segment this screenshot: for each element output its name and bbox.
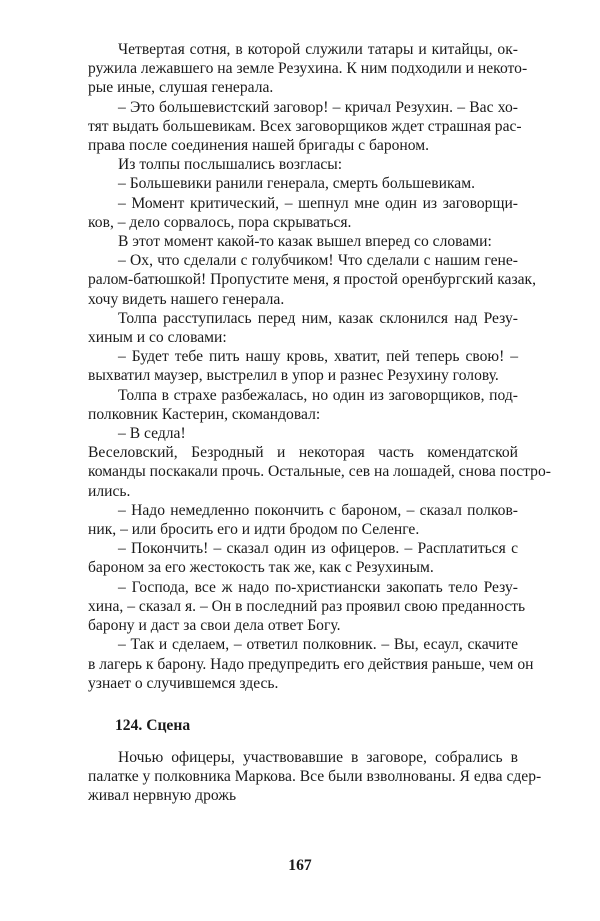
text-line: Из толпы послышались возгласы: — [118, 156, 343, 174]
text-line: – Надо немедленно покончить с бароном, – сказал полков- — [118, 501, 518, 519]
text-line: Ночью офицеры, участвовавшие в заговоре, собрались в — [118, 749, 518, 766]
section-heading: 124. Сцена — [115, 717, 191, 734]
text-line: ились. — [88, 482, 131, 500]
text-line: барону и даст за свои дела ответ Богу. — [88, 617, 341, 635]
text-line: Веселовский, Безродный и некоторая часть комендатской — [88, 444, 518, 462]
text-line: команды поскакали прочь. Остальные, сев на лошадей, снова постро- — [88, 463, 551, 481]
text-line: – Будет тебе пить нашу кровь, хватит, пей теперь свою! – — [118, 348, 518, 366]
text-line: тят выдать большевикам. Всех заговорщиков ждет страшная рас- — [88, 117, 522, 135]
text-line: – Большевики ранили генерала, смерть большевикам. — [118, 175, 475, 193]
text-line: ков, – дело сорвалось, пора скрываться. — [88, 213, 352, 231]
text-line: узнает о случившемся здесь. — [88, 674, 279, 692]
text-line: полковник Кастерин, скомандовал: — [88, 405, 321, 423]
text-line: права после соединения нашей бригады с бароном. — [88, 137, 430, 155]
text-line: – Это большевистский заговор! – кричал Резухин. – Вас хо- — [118, 98, 518, 116]
text-line: Четвертая сотня, в которой служили татары и китайцы, ок- — [118, 41, 518, 58]
text-line: – В седла! — [118, 425, 186, 443]
text-line: хиным и со словами: — [88, 329, 227, 347]
text-line: ралом-батюшкой! Пропустите меня, я простой оренбургский казак, — [88, 271, 537, 289]
text-line: – Ох, что сделали с голубчиком! Что сделали с нашим гене- — [118, 252, 518, 270]
text-line: В этот момент какой-то казак вышел вперед со словами: — [118, 233, 492, 251]
text-line: – Господа, все ж надо по-христиански закопать тело Резу- — [118, 578, 518, 596]
text-line: Толпа расступилась перед ним, казак склонился над Резу- — [118, 309, 518, 327]
page-number: 167 — [288, 857, 312, 874]
text-line: хочу видеть нашего генерала. — [88, 290, 285, 308]
text-line: ник, – или бросить его и идти бродом по Селенге. — [88, 521, 420, 539]
text-line: выхватил маузер, выстрелил в упор и разнес Резухину голову. — [88, 367, 499, 385]
text-line: Толпа в страхе разбежалась, но один из заговорщиков, под- — [118, 386, 518, 404]
scene-paragraph — [88, 748, 542, 806]
text-line: в лагерь к барону. Надо предупредить его действия раньше, чем он — [88, 655, 534, 673]
main-text — [88, 40, 551, 693]
text-line: ружила лежавшего на земле Резухина. К ним подходили и некото- — [88, 60, 528, 78]
body-paragraphs — [88, 40, 551, 693]
text-line: хина, – сказал я. – Он в последний раз проявил свою преданность — [88, 597, 526, 615]
text-line: бароном за его жестокость так же, как с Резухиным. — [88, 559, 434, 577]
text-line: – Покончить! – сказал один из офицеров. – Расплатиться с — [118, 540, 518, 558]
text-line: живал нервную дрожь — [88, 787, 237, 805]
text-line: – Момент критический, – шепнул мне один из заговорщи- — [118, 194, 518, 212]
text-line: палатке у полковника Маркова. Все были взволнованы. Я едва сдер- — [88, 768, 542, 786]
text-line: рые иные, слушая генерала. — [88, 79, 274, 97]
text-line: – Так и сделаем, – ответил полковник. – Вы, есаул, скачите — [118, 636, 518, 654]
